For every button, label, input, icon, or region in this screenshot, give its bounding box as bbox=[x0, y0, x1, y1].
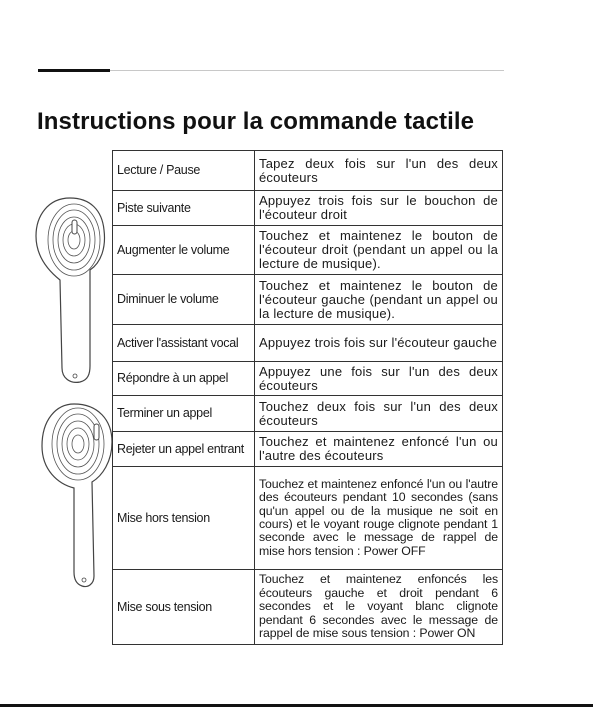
description-cell: Touchez et maintenez enfoncés les écouteurs gauche et droit pendant 6 secondes et le voyant blanc clignote pendant 6 secondes avec le message de rappel de mise sous tension : Power ON bbox=[259, 572, 498, 641]
table-row bbox=[113, 151, 502, 190]
description-cell: Appuyez une fois sur l'un des deux écouteurs bbox=[259, 363, 498, 393]
description-cell: Tapez deux fois sur l'un des deux écouteurs bbox=[259, 155, 498, 185]
earbud-illustration-bottom bbox=[38, 398, 116, 590]
action-cell: Piste suivante bbox=[113, 191, 255, 225]
description-cell: Touchez et maintenez enfoncé l'un ou l'autre des écouteurs pendant 10 secondes (sans qu'un appel ou de la musique ne soit en cours) et le voyant rouge clignote pendant 1 seconde avec le message de rappel de mise hors tension : Power OFF bbox=[259, 476, 498, 558]
action-cell: Mise hors tension bbox=[113, 467, 255, 569]
action-cell: Rejeter un appel entrant bbox=[113, 432, 255, 466]
action-cell: Terminer un appel bbox=[113, 396, 255, 431]
action-cell: Activer l'assistant vocal bbox=[113, 325, 255, 361]
table-row bbox=[113, 225, 502, 274]
action-cell: Mise sous tension bbox=[113, 570, 255, 644]
touch-control-table bbox=[112, 150, 503, 645]
description-cell: Touchez et maintenez le bouton de l'écouteur gauche (pendant un appel ou la lecture de musique). bbox=[259, 277, 498, 321]
table-row bbox=[113, 395, 502, 431]
table-row bbox=[113, 466, 502, 569]
table-row bbox=[113, 274, 502, 324]
description-cell: Touchez et maintenez le bouton de l'écouteur droit (pendant un appel ou la lecture de musique). bbox=[259, 228, 498, 271]
action-cell: Lecture / Pause bbox=[113, 151, 255, 190]
earbud-illustration-top bbox=[30, 190, 108, 390]
description-cell: Appuyez trois fois sur le bouchon de l'écouteur droit bbox=[259, 193, 498, 222]
description-cell: Appuyez trois fois sur l'écouteur gauche bbox=[259, 335, 498, 350]
header-rule-thick bbox=[38, 69, 110, 72]
table-row bbox=[113, 324, 502, 361]
header-rule-thin bbox=[110, 70, 504, 71]
table-row bbox=[113, 569, 502, 644]
action-cell: Diminuer le volume bbox=[113, 275, 255, 324]
table-row bbox=[113, 361, 502, 395]
description-cell: Touchez deux fois sur l'un des deux écouteurs bbox=[259, 398, 498, 428]
action-cell: Répondre à un appel bbox=[113, 362, 255, 395]
description-cell: Touchez et maintenez enfoncé l'un ou l'autre des écouteurs bbox=[259, 434, 498, 463]
table-row bbox=[113, 431, 502, 466]
table-row bbox=[113, 190, 502, 225]
page-title: Instructions pour la commande tactile bbox=[37, 108, 475, 135]
action-cell: Augmenter le volume bbox=[113, 226, 255, 274]
